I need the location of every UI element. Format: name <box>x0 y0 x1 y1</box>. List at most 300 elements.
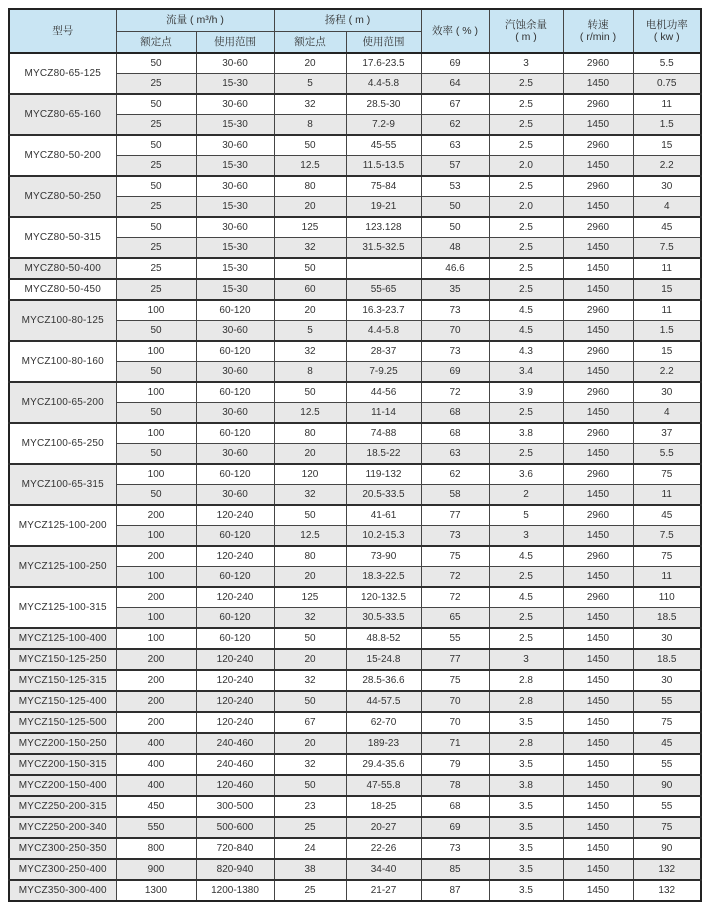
flow_rated-cell: 50 <box>116 217 196 238</box>
flow_rated-cell: 100 <box>116 423 196 444</box>
speed-cell: 1450 <box>563 880 633 901</box>
speed-cell: 1450 <box>563 691 633 712</box>
power-cell: 75 <box>633 546 701 567</box>
head_rated-cell: 80 <box>274 423 346 444</box>
flow_rated-cell: 200 <box>116 649 196 670</box>
flow_rated-cell: 200 <box>116 712 196 733</box>
power-cell: 1.5 <box>633 321 701 342</box>
head_range-cell: 55-65 <box>346 279 421 300</box>
flow_rated-cell: 100 <box>116 567 196 588</box>
flow_range-cell: 120-240 <box>196 546 274 567</box>
head_rated-cell: 67 <box>274 712 346 733</box>
model-cell: MYCZ100-80-125 <box>9 300 116 341</box>
flow_rated-cell: 50 <box>116 444 196 465</box>
flow_range-cell: 60-120 <box>196 341 274 362</box>
head_range-cell: 11-14 <box>346 403 421 424</box>
efficiency-cell: 57 <box>421 156 489 177</box>
speed-cell: 2960 <box>563 423 633 444</box>
head_range-cell: 18-25 <box>346 796 421 817</box>
npsh-cell: 2.8 <box>489 733 563 754</box>
head_rated-cell: 20 <box>274 567 346 588</box>
efficiency-cell: 77 <box>421 649 489 670</box>
speed-cell: 1450 <box>563 526 633 547</box>
npsh-cell: 3 <box>489 526 563 547</box>
npsh-cell: 4.3 <box>489 341 563 362</box>
header-flow-rated: 额定点 <box>116 32 196 54</box>
model-cell: MYCZ80-50-200 <box>9 135 116 176</box>
npsh-cell: 2.5 <box>489 258 563 279</box>
header-head-group: 扬程 ( m ) <box>274 9 421 32</box>
model-cell: MYCZ100-65-315 <box>9 464 116 505</box>
speed-cell: 2960 <box>563 176 633 197</box>
power-cell: 132 <box>633 880 701 901</box>
head_rated-cell: 50 <box>274 505 346 526</box>
efficiency-cell: 50 <box>421 217 489 238</box>
efficiency-cell: 70 <box>421 321 489 342</box>
power-cell: 132 <box>633 859 701 880</box>
speed-cell: 1450 <box>563 608 633 629</box>
header-head-range: 使用范围 <box>346 32 421 54</box>
speed-cell: 1450 <box>563 485 633 506</box>
flow_rated-cell: 800 <box>116 838 196 859</box>
power-cell: 4 <box>633 403 701 424</box>
efficiency-cell: 68 <box>421 423 489 444</box>
flow_range-cell: 60-120 <box>196 526 274 547</box>
flow_range-cell: 15-30 <box>196 156 274 177</box>
flow_range-cell: 720-840 <box>196 838 274 859</box>
efficiency-cell: 73 <box>421 526 489 547</box>
flow_range-cell: 15-30 <box>196 74 274 95</box>
head_range-cell: 123.128 <box>346 217 421 238</box>
model-cell: MYCZ200-150-315 <box>9 754 116 775</box>
table-row <box>9 754 701 775</box>
npsh-cell: 2.5 <box>489 567 563 588</box>
head_rated-cell: 24 <box>274 838 346 859</box>
efficiency-cell: 72 <box>421 382 489 403</box>
model-cell: MYCZ150-125-500 <box>9 712 116 733</box>
power-cell: 2.2 <box>633 362 701 383</box>
flow_range-cell: 120-240 <box>196 712 274 733</box>
table-row <box>9 300 701 321</box>
flow_range-cell: 300-500 <box>196 796 274 817</box>
head_range-cell: 18.3-22.5 <box>346 567 421 588</box>
head_range-cell <box>346 258 421 279</box>
speed-cell: 2960 <box>563 505 633 526</box>
flow_rated-cell: 50 <box>116 176 196 197</box>
flow_rated-cell: 200 <box>116 691 196 712</box>
model-cell: MYCZ350-300-400 <box>9 880 116 901</box>
flow_range-cell: 15-30 <box>196 238 274 259</box>
head_rated-cell: 50 <box>274 135 346 156</box>
table-row <box>9 258 701 279</box>
head_rated-cell: 38 <box>274 859 346 880</box>
flow_rated-cell: 25 <box>116 238 196 259</box>
speed-cell: 1450 <box>563 859 633 880</box>
power-cell: 15 <box>633 135 701 156</box>
head_range-cell: 75-84 <box>346 176 421 197</box>
efficiency-cell: 75 <box>421 670 489 691</box>
flow_range-cell: 30-60 <box>196 485 274 506</box>
flow_range-cell: 30-60 <box>196 135 274 156</box>
table-row <box>9 94 701 115</box>
head_range-cell: 4.4-5.8 <box>346 74 421 95</box>
head_rated-cell: 32 <box>274 754 346 775</box>
header-power-line2: ( kw ) <box>653 31 680 43</box>
flow_range-cell: 820-940 <box>196 859 274 880</box>
table-row <box>9 464 701 485</box>
flow_rated-cell: 400 <box>116 733 196 754</box>
speed-cell: 1450 <box>563 567 633 588</box>
model-cell: MYCZ150-125-400 <box>9 691 116 712</box>
efficiency-cell: 62 <box>421 464 489 485</box>
flow_rated-cell: 25 <box>116 197 196 218</box>
power-cell: 11 <box>633 300 701 321</box>
header-efficiency: 效率 ( % ) <box>421 9 489 53</box>
flow_range-cell: 120-240 <box>196 505 274 526</box>
header-speed <box>563 9 633 53</box>
table-row <box>9 53 701 74</box>
flow_range-cell: 30-60 <box>196 94 274 115</box>
efficiency-cell: 72 <box>421 567 489 588</box>
npsh-cell: 2.0 <box>489 156 563 177</box>
power-cell: 45 <box>633 733 701 754</box>
flow_rated-cell: 450 <box>116 796 196 817</box>
model-cell: MYCZ100-80-160 <box>9 341 116 382</box>
head_rated-cell: 50 <box>274 258 346 279</box>
efficiency-cell: 50 <box>421 197 489 218</box>
head_range-cell: 28-37 <box>346 341 421 362</box>
table-row <box>9 135 701 156</box>
npsh-cell: 2.5 <box>489 217 563 238</box>
speed-cell: 1450 <box>563 279 633 300</box>
efficiency-cell: 78 <box>421 775 489 796</box>
speed-cell: 1450 <box>563 712 633 733</box>
head_rated-cell: 32 <box>274 238 346 259</box>
speed-cell: 1450 <box>563 197 633 218</box>
npsh-cell: 2.5 <box>489 115 563 136</box>
flow_rated-cell: 25 <box>116 115 196 136</box>
efficiency-cell: 63 <box>421 135 489 156</box>
head_range-cell: 44-56 <box>346 382 421 403</box>
npsh-cell: 2.8 <box>489 691 563 712</box>
npsh-cell: 3.5 <box>489 754 563 775</box>
efficiency-cell: 77 <box>421 505 489 526</box>
efficiency-cell: 46.6 <box>421 258 489 279</box>
speed-cell: 1450 <box>563 115 633 136</box>
power-cell: 11 <box>633 485 701 506</box>
efficiency-cell: 69 <box>421 362 489 383</box>
model-cell: MYCZ100-65-250 <box>9 423 116 464</box>
power-cell: 2.2 <box>633 156 701 177</box>
speed-cell: 1450 <box>563 817 633 838</box>
head_range-cell: 29.4-35.6 <box>346 754 421 775</box>
npsh-cell: 3 <box>489 649 563 670</box>
power-cell: 15 <box>633 341 701 362</box>
model-cell: MYCZ80-65-125 <box>9 53 116 94</box>
head_range-cell: 45-55 <box>346 135 421 156</box>
flow_rated-cell: 200 <box>116 505 196 526</box>
head_range-cell: 15-24.8 <box>346 649 421 670</box>
head_rated-cell: 20 <box>274 53 346 74</box>
npsh-cell: 2.5 <box>489 135 563 156</box>
speed-cell: 1450 <box>563 156 633 177</box>
efficiency-cell: 87 <box>421 880 489 901</box>
head_rated-cell: 8 <box>274 115 346 136</box>
npsh-cell: 2.5 <box>489 608 563 629</box>
flow_rated-cell: 400 <box>116 775 196 796</box>
speed-cell: 2960 <box>563 341 633 362</box>
power-cell: 75 <box>633 464 701 485</box>
model-cell: MYCZ300-250-400 <box>9 859 116 880</box>
npsh-cell: 2.5 <box>489 176 563 197</box>
efficiency-cell: 69 <box>421 817 489 838</box>
npsh-cell: 4.5 <box>489 321 563 342</box>
flow_rated-cell: 25 <box>116 258 196 279</box>
model-cell: MYCZ300-250-350 <box>9 838 116 859</box>
flow_range-cell: 60-120 <box>196 382 274 403</box>
efficiency-cell: 69 <box>421 53 489 74</box>
efficiency-cell: 58 <box>421 485 489 506</box>
head_rated-cell: 20 <box>274 733 346 754</box>
head_rated-cell: 25 <box>274 880 346 901</box>
head_rated-cell: 120 <box>274 464 346 485</box>
flow_range-cell: 15-30 <box>196 258 274 279</box>
flow_range-cell: 30-60 <box>196 321 274 342</box>
flow_range-cell: 120-240 <box>196 587 274 608</box>
head_rated-cell: 20 <box>274 444 346 465</box>
flow_range-cell: 60-120 <box>196 608 274 629</box>
model-cell: MYCZ250-200-315 <box>9 796 116 817</box>
head_rated-cell: 12.5 <box>274 156 346 177</box>
npsh-cell: 4.5 <box>489 587 563 608</box>
speed-cell: 1450 <box>563 796 633 817</box>
head_rated-cell: 20 <box>274 300 346 321</box>
npsh-cell: 2.8 <box>489 670 563 691</box>
npsh-cell: 3.8 <box>489 775 563 796</box>
power-cell: 45 <box>633 217 701 238</box>
flow_rated-cell: 50 <box>116 94 196 115</box>
speed-cell: 1450 <box>563 238 633 259</box>
efficiency-cell: 71 <box>421 733 489 754</box>
speed-cell: 2960 <box>563 382 633 403</box>
model-cell: MYCZ80-50-250 <box>9 176 116 217</box>
head_rated-cell: 50 <box>274 691 346 712</box>
npsh-cell: 2.5 <box>489 94 563 115</box>
speed-cell: 1450 <box>563 362 633 383</box>
flow_rated-cell: 200 <box>116 546 196 567</box>
flow_range-cell: 120-460 <box>196 775 274 796</box>
head_rated-cell: 8 <box>274 362 346 383</box>
head_range-cell: 19-21 <box>346 197 421 218</box>
speed-cell: 2960 <box>563 464 633 485</box>
header-speed-line1: 转速 <box>587 18 609 31</box>
flow_rated-cell: 400 <box>116 754 196 775</box>
efficiency-cell: 48 <box>421 238 489 259</box>
model-cell: MYCZ125-100-250 <box>9 546 116 587</box>
header-npsh <box>489 9 563 53</box>
speed-cell: 1450 <box>563 733 633 754</box>
head_rated-cell: 50 <box>274 628 346 649</box>
power-cell: 11 <box>633 258 701 279</box>
head_rated-cell: 80 <box>274 176 346 197</box>
model-cell: MYCZ125-100-200 <box>9 505 116 546</box>
head_range-cell: 17.6-23.5 <box>346 53 421 74</box>
header-speed-line2: ( r/min ) <box>579 31 617 43</box>
power-cell: 18.5 <box>633 608 701 629</box>
power-cell: 55 <box>633 754 701 775</box>
head_range-cell: 21-27 <box>346 880 421 901</box>
power-cell: 30 <box>633 670 701 691</box>
header-model: 型号 <box>9 9 116 53</box>
flow_rated-cell: 100 <box>116 608 196 629</box>
speed-cell: 1450 <box>563 444 633 465</box>
header-npsh-line1: 汽蚀余量 <box>505 18 547 31</box>
flow_rated-cell: 1300 <box>116 880 196 901</box>
table-row <box>9 279 701 300</box>
head_range-cell: 10.2-15.3 <box>346 526 421 547</box>
header-head-rated: 额定点 <box>274 32 346 54</box>
flow_range-cell: 15-30 <box>196 197 274 218</box>
speed-cell: 1450 <box>563 74 633 95</box>
npsh-cell: 3.5 <box>489 838 563 859</box>
efficiency-cell: 55 <box>421 628 489 649</box>
table-row <box>9 382 701 403</box>
power-cell: 37 <box>633 423 701 444</box>
flow_rated-cell: 100 <box>116 628 196 649</box>
table-row <box>9 838 701 859</box>
power-cell: 5.5 <box>633 444 701 465</box>
table-row <box>9 733 701 754</box>
model-cell: MYCZ150-125-315 <box>9 670 116 691</box>
table-row <box>9 859 701 880</box>
speed-cell: 1450 <box>563 403 633 424</box>
flow_range-cell: 120-240 <box>196 670 274 691</box>
flow_rated-cell: 100 <box>116 300 196 321</box>
head_range-cell: 4.4-5.8 <box>346 321 421 342</box>
flow_range-cell: 30-60 <box>196 362 274 383</box>
head_range-cell: 28.5-30 <box>346 94 421 115</box>
table-header <box>9 9 701 53</box>
npsh-cell: 3 <box>489 53 563 74</box>
flow_range-cell: 60-120 <box>196 423 274 444</box>
head_rated-cell: 25 <box>274 817 346 838</box>
flow_rated-cell: 200 <box>116 587 196 608</box>
head_rated-cell: 5 <box>274 321 346 342</box>
flow_rated-cell: 25 <box>116 279 196 300</box>
speed-cell: 2960 <box>563 135 633 156</box>
header-npsh-line2: ( m ) <box>515 31 537 43</box>
npsh-cell: 3.9 <box>489 382 563 403</box>
npsh-cell: 4.5 <box>489 300 563 321</box>
table-row <box>9 880 701 901</box>
power-cell: 1.5 <box>633 115 701 136</box>
flow_range-cell: 15-30 <box>196 279 274 300</box>
flow_rated-cell: 50 <box>116 321 196 342</box>
power-cell: 75 <box>633 712 701 733</box>
flow_range-cell: 30-60 <box>196 176 274 197</box>
power-cell: 30 <box>633 176 701 197</box>
npsh-cell: 2 <box>489 485 563 506</box>
table-row <box>9 546 701 567</box>
power-cell: 18.5 <box>633 649 701 670</box>
flow_rated-cell: 25 <box>116 74 196 95</box>
speed-cell: 1450 <box>563 838 633 859</box>
npsh-cell: 3.6 <box>489 464 563 485</box>
power-cell: 30 <box>633 628 701 649</box>
head_range-cell: 48.8-52 <box>346 628 421 649</box>
efficiency-cell: 75 <box>421 546 489 567</box>
head_range-cell: 30.5-33.5 <box>346 608 421 629</box>
flow_range-cell: 60-120 <box>196 567 274 588</box>
npsh-cell: 3.5 <box>489 880 563 901</box>
power-cell: 7.5 <box>633 238 701 259</box>
efficiency-cell: 62 <box>421 115 489 136</box>
head_range-cell: 189-23 <box>346 733 421 754</box>
speed-cell: 2960 <box>563 217 633 238</box>
power-cell: 55 <box>633 796 701 817</box>
efficiency-cell: 63 <box>421 444 489 465</box>
flow_range-cell: 15-30 <box>196 115 274 136</box>
npsh-cell: 2.5 <box>489 628 563 649</box>
power-cell: 5.5 <box>633 53 701 74</box>
head_rated-cell: 20 <box>274 197 346 218</box>
table-row <box>9 691 701 712</box>
table-row <box>9 423 701 444</box>
efficiency-cell: 68 <box>421 403 489 424</box>
efficiency-cell: 79 <box>421 754 489 775</box>
head_rated-cell: 32 <box>274 485 346 506</box>
flow_rated-cell: 50 <box>116 362 196 383</box>
efficiency-cell: 64 <box>421 74 489 95</box>
npsh-cell: 4.5 <box>489 546 563 567</box>
efficiency-cell: 67 <box>421 94 489 115</box>
npsh-cell: 3.5 <box>489 859 563 880</box>
flow_range-cell: 60-120 <box>196 464 274 485</box>
flow_rated-cell: 100 <box>116 382 196 403</box>
head_rated-cell: 50 <box>274 382 346 403</box>
flow_range-cell: 240-460 <box>196 733 274 754</box>
table-row <box>9 712 701 733</box>
speed-cell: 2960 <box>563 94 633 115</box>
table-row <box>9 341 701 362</box>
flow_range-cell: 120-240 <box>196 649 274 670</box>
efficiency-cell: 73 <box>421 838 489 859</box>
flow_rated-cell: 100 <box>116 341 196 362</box>
model-cell: MYCZ100-65-200 <box>9 382 116 423</box>
model-cell: MYCZ200-150-400 <box>9 775 116 796</box>
npsh-cell: 3.5 <box>489 796 563 817</box>
table-row <box>9 587 701 608</box>
head_rated-cell: 32 <box>274 670 346 691</box>
flow_rated-cell: 50 <box>116 485 196 506</box>
npsh-cell: 2.5 <box>489 403 563 424</box>
npsh-cell: 3.4 <box>489 362 563 383</box>
table-row <box>9 775 701 796</box>
efficiency-cell: 35 <box>421 279 489 300</box>
speed-cell: 1450 <box>563 628 633 649</box>
model-cell: MYCZ80-50-450 <box>9 279 116 300</box>
flow_rated-cell: 50 <box>116 135 196 156</box>
flow_range-cell: 120-240 <box>196 691 274 712</box>
model-cell: MYCZ125-100-315 <box>9 587 116 628</box>
table-row <box>9 670 701 691</box>
table-row <box>9 817 701 838</box>
npsh-cell: 2.5 <box>489 74 563 95</box>
npsh-cell: 2.5 <box>489 279 563 300</box>
flow_rated-cell: 25 <box>116 156 196 177</box>
head_rated-cell: 32 <box>274 608 346 629</box>
speed-cell: 1450 <box>563 670 633 691</box>
